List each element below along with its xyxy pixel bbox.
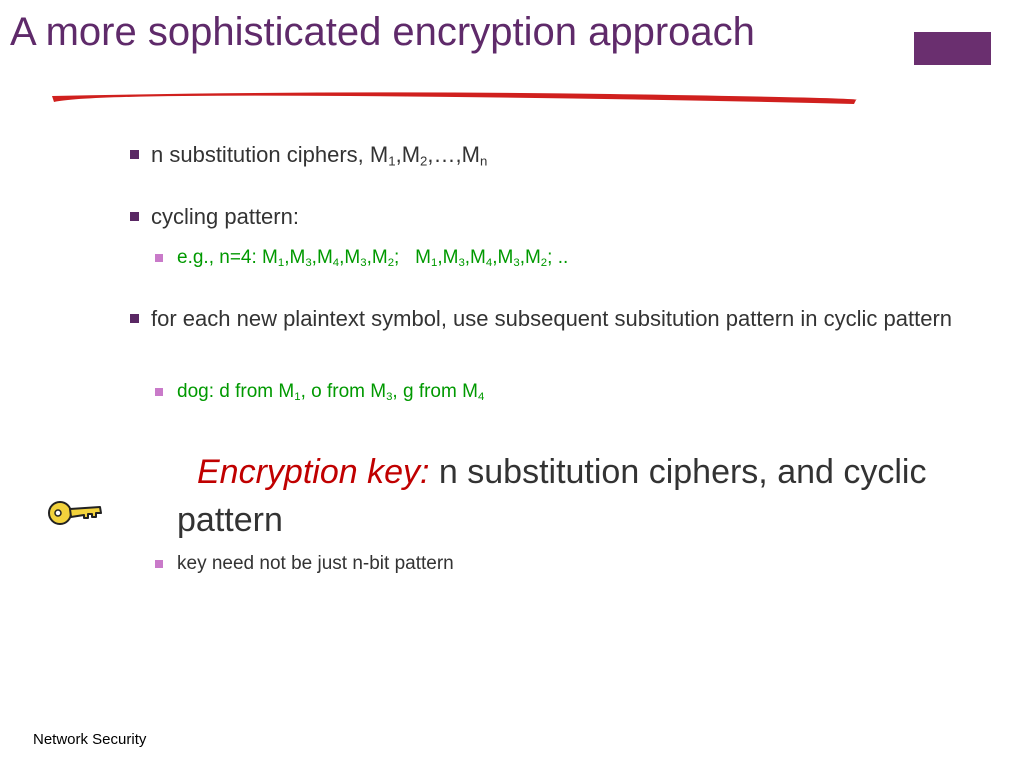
sub-bullet-marker xyxy=(155,254,163,262)
sub-bullet-marker xyxy=(155,388,163,396)
bullet-text: n substitution ciphers, $M_1,M_2,\dots,M_n$ xyxy=(151,142,488,169)
sub-bullet-example xyxy=(155,244,995,272)
bullet-marker xyxy=(130,150,139,159)
encryption-key-label: Encryption key: xyxy=(197,453,430,491)
sub-bullet-dog-example xyxy=(155,378,995,406)
key-icon xyxy=(46,496,104,530)
bullet-marker xyxy=(130,314,139,323)
sub-bullet-text: key need not be just n-bit pattern xyxy=(177,553,454,574)
bullet-marker xyxy=(130,212,139,221)
sub-bullet-text: dog: d from $M_1$, o from $M_3$, g from $M_4$ xyxy=(177,381,485,403)
title-accent-box xyxy=(914,32,991,65)
sub-bullet-text: e.g., n=4: $M_1,M_3,M_4,M_3,M_2$; $M_1,M_3,M_4,M_3,M_2$; .. xyxy=(177,247,569,269)
slide-title: A more sophisticated encryption approach xyxy=(10,10,755,54)
sub-bullet-marker xyxy=(155,560,163,568)
bullet-cycling-pattern xyxy=(130,200,1010,234)
title-underline xyxy=(50,88,860,108)
footer-label: Network Security xyxy=(33,731,147,748)
sub-bullet-key-note xyxy=(155,550,995,578)
bullet-text: for each new plaintext symbol, use subsequent subsitution pattern in cyclic pattern xyxy=(151,306,953,331)
bullet-text: cycling pattern: xyxy=(151,204,299,229)
bullet-plaintext-symbol xyxy=(130,302,1010,336)
encryption-key-statement xyxy=(177,448,977,544)
encryption-key-text: n substitution ciphers, and cyclic pattern xyxy=(177,453,927,539)
bullet-substitution-ciphers xyxy=(130,138,1010,172)
